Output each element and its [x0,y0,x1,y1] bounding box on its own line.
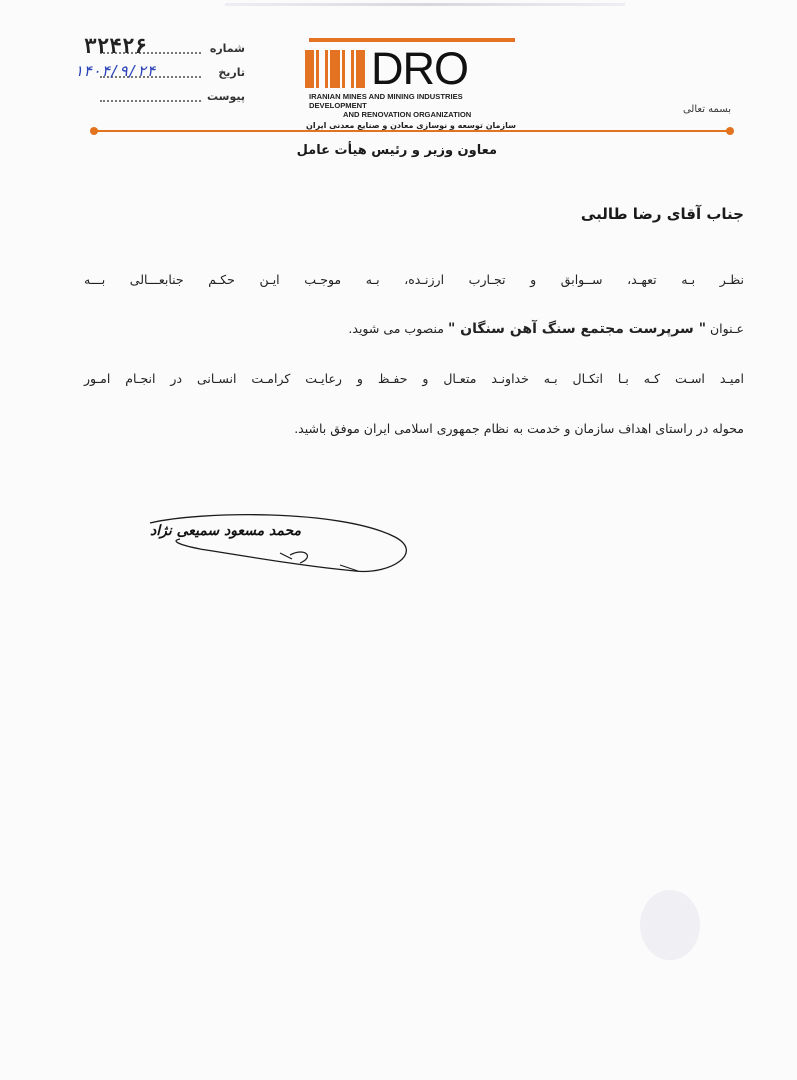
scan-edge-mark [225,3,625,6]
letter-number: ۳۲۴۲۶ [84,34,148,58]
number-label: شماره [209,42,245,55]
logo-english-line1: IRANIAN MINES AND MINING INDUSTRIES DEVELOPMENT [309,92,463,110]
logo-english-line2: AND RENOVATION ORGANIZATION [343,110,472,119]
logo-imi-blocks [305,50,367,88]
rule-dot-right [726,127,734,135]
paper-stain [640,890,700,960]
letter-meta [70,36,245,108]
body-line-3: امیـد اسـت کـه بـا اتکـال بـه خداونـد متعـال و حفـظ و رعایـت کرامـت انسـانی در انجـام امـور [84,371,744,386]
body-line-2 [84,321,744,337]
attachment-dots [100,100,201,102]
body-line-4: محوله در راستای اهداف سازمان و خدمت به نظام جمهوری اسلامی ایران موفق باشید. [294,421,744,436]
letter-date: ۱۴۰۴/۹/۲۴ [74,62,156,80]
date-row [70,60,245,84]
signature-scribble [140,505,420,585]
line2-prefix: عـنوان [709,321,744,336]
office-title: معاون وزیر و رئیس هیأت عامل [296,143,497,158]
bismillah: بسمه تعالی [682,104,731,115]
signatory-name: محمد مسعود سمیعی نژاد [150,523,302,539]
number-row [70,36,245,60]
logo-persian-name: سازمان توسعه و نوسازی معادن و صنایع معدنی ایران [306,121,516,130]
rule-dot-left [90,127,98,135]
logo-dro-text: DRO [371,43,468,94]
attachment-label: پیوست [207,90,245,103]
imidro-logo [305,38,520,130]
header-rule [94,130,730,132]
attachment-row [70,84,245,108]
body-line-1: نظـر بـه تعهـد، ســوابق و تجـارب ارزنـده، بـه موجـب ایـن حکـم جنابعـــالی بـــه [84,272,744,287]
appointment-title: " سرپرست مجتمع سنگ آهن سنگان " [447,321,706,337]
line2-suffix: منصوب می شوید. [348,321,444,336]
logo-top-bar [309,38,515,42]
date-label: تاریخ [218,66,245,79]
logo-mark [305,43,520,94]
greeting: جناب آقای رضا طالبی [580,205,744,223]
